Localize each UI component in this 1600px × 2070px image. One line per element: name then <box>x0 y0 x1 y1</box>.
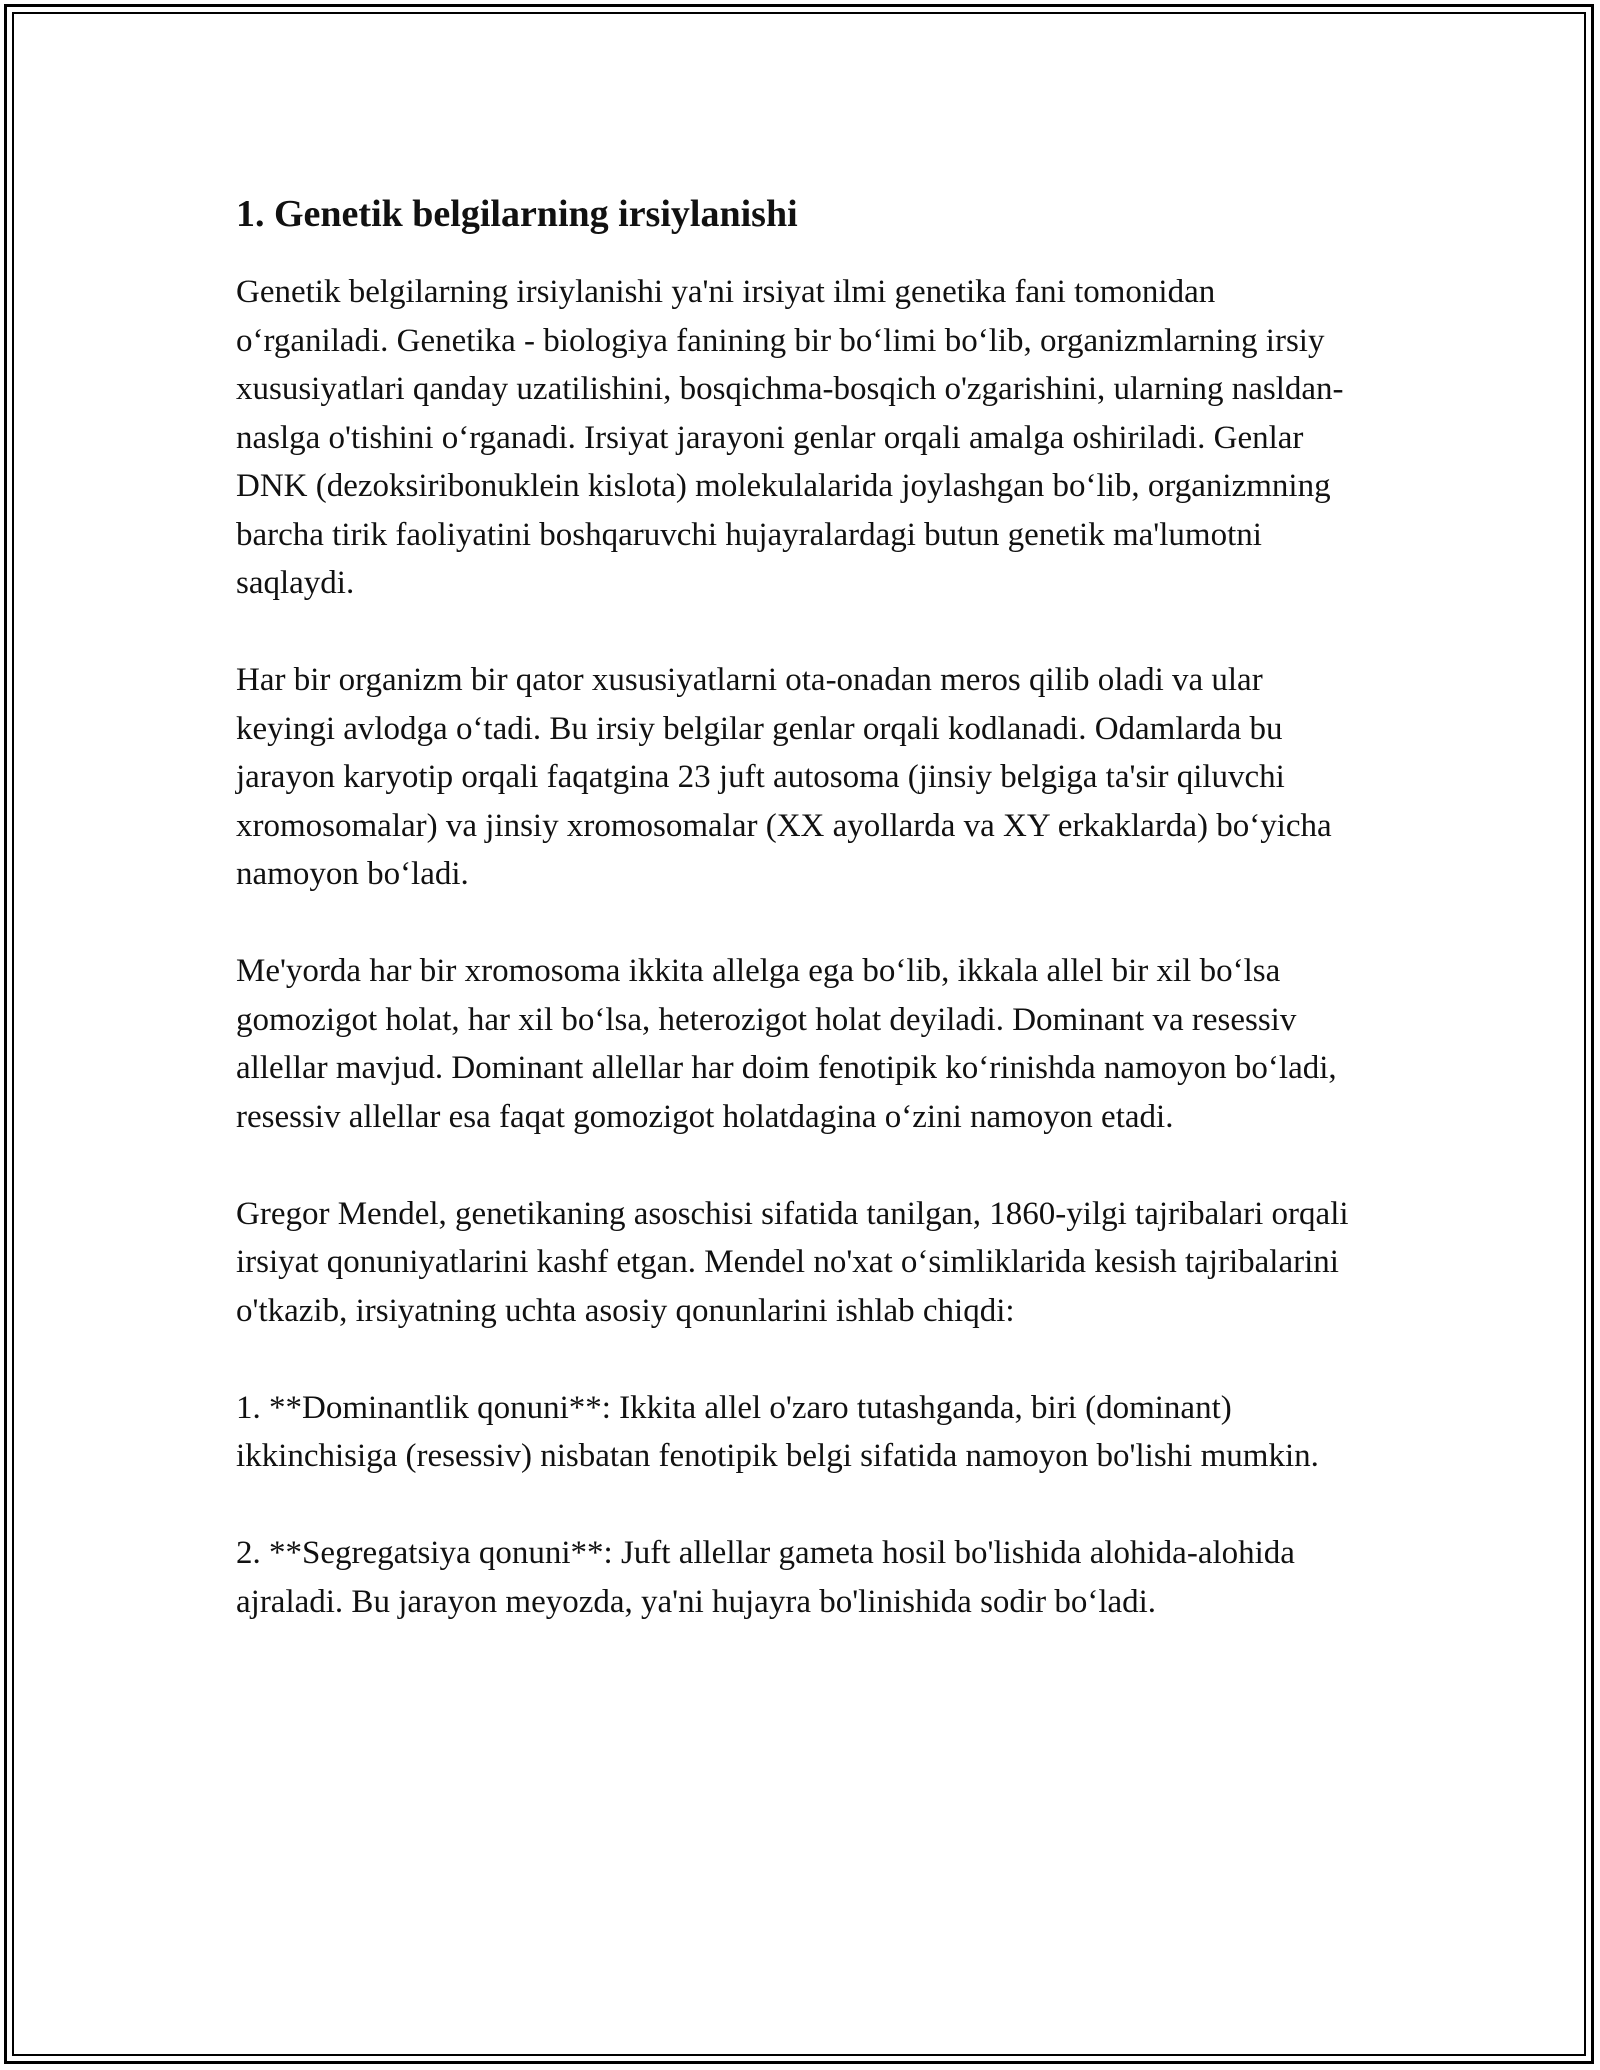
paragraph-mendel: Gregor Mendel, genetikaning asoschisi sifatida tanilgan, 1860-yilgi tajribalari orqali irsiyat qonuniyatlarini kashf etgan. Mendel no'xat oʻsimliklarida kesish tajribalarini o'tkazib, irsiyatning uchta asosiy qonunlarini ishlab chiqdi: <box>236 1195 1349 1329</box>
list-item-segregation-law: 2. **Segregatsiya qonuni**: Juft allellar gameta hosil bo'lishida alohida-alohida ajraladi. Bu jarayon meyozda, ya'ni hujayra bo'linishida sodir boʻladi. <box>236 1535 1295 1620</box>
paragraph-inheritance: Har bir organizm bir qator xususiyatlarni ota-onadan meros qilib oladi va ular keyingi avlodga oʻtadi. Bu irsiy belgilar genlar orqali kodlanadi. Odamlarda bu jarayon karyotip orqali faqatgina 23 juft autosoma (jinsiy belgiga ta'sir qiluvchi xromosomalar) va jinsiy xromosomalar (XX ayollarda va XY erkaklarda) boʻyicha namoyon boʻladi. <box>236 662 1332 892</box>
document-body <box>236 186 1366 1675</box>
section-heading: 1. Genetik belgilarning irsiylanishi <box>236 193 798 235</box>
paragraph-alleles: Me'yorda har bir xromosoma ikkita allelga ega boʻlib, ikkala allel bir xil boʻlsa gomozigot holat, har xil boʻlsa, heterozigot holat deyiladi. Dominant va resessiv allellar mavjud. Dominant allellar har doim fenotipik koʻrinishda namoyon boʻladi, resessiv allellar esa faqat gomozigot holatdagina oʻzini namoyon etadi. <box>236 953 1337 1135</box>
list-item-dominance-law: 1. **Dominantlik qonuni**: Ikkita allel o'zaro tutashganda, biri (dominant) ikkinchisiga (resessiv) nisbatan fenotipik belgi sifatida namoyon bo'lishi mumkin. <box>236 1389 1319 1474</box>
paragraph-genetics-intro: Genetik belgilarning irsiylanishi ya'ni irsiyat ilmi genetika fani tomonidan oʻrganiladi. Genetika - biologiya fanining bir boʻlimi boʻlib, organizmlarning irsiy xususiyatlari qanday uzatilishini, bosqichma-bosqich o'zgarishini, ularning nasldan-naslga o'tishini oʻrganadi. Irsiyat jarayoni genlar orqali amalga oshiriladi. Genlar DNK (dezoksiribonuklein kislota) molekulalarida joylashgan boʻlib, organizmning barcha tirik faoliyatini boshqaruvchi hujayralardagi butun genetik ma'lumotni saqlaydi. <box>236 274 1344 601</box>
